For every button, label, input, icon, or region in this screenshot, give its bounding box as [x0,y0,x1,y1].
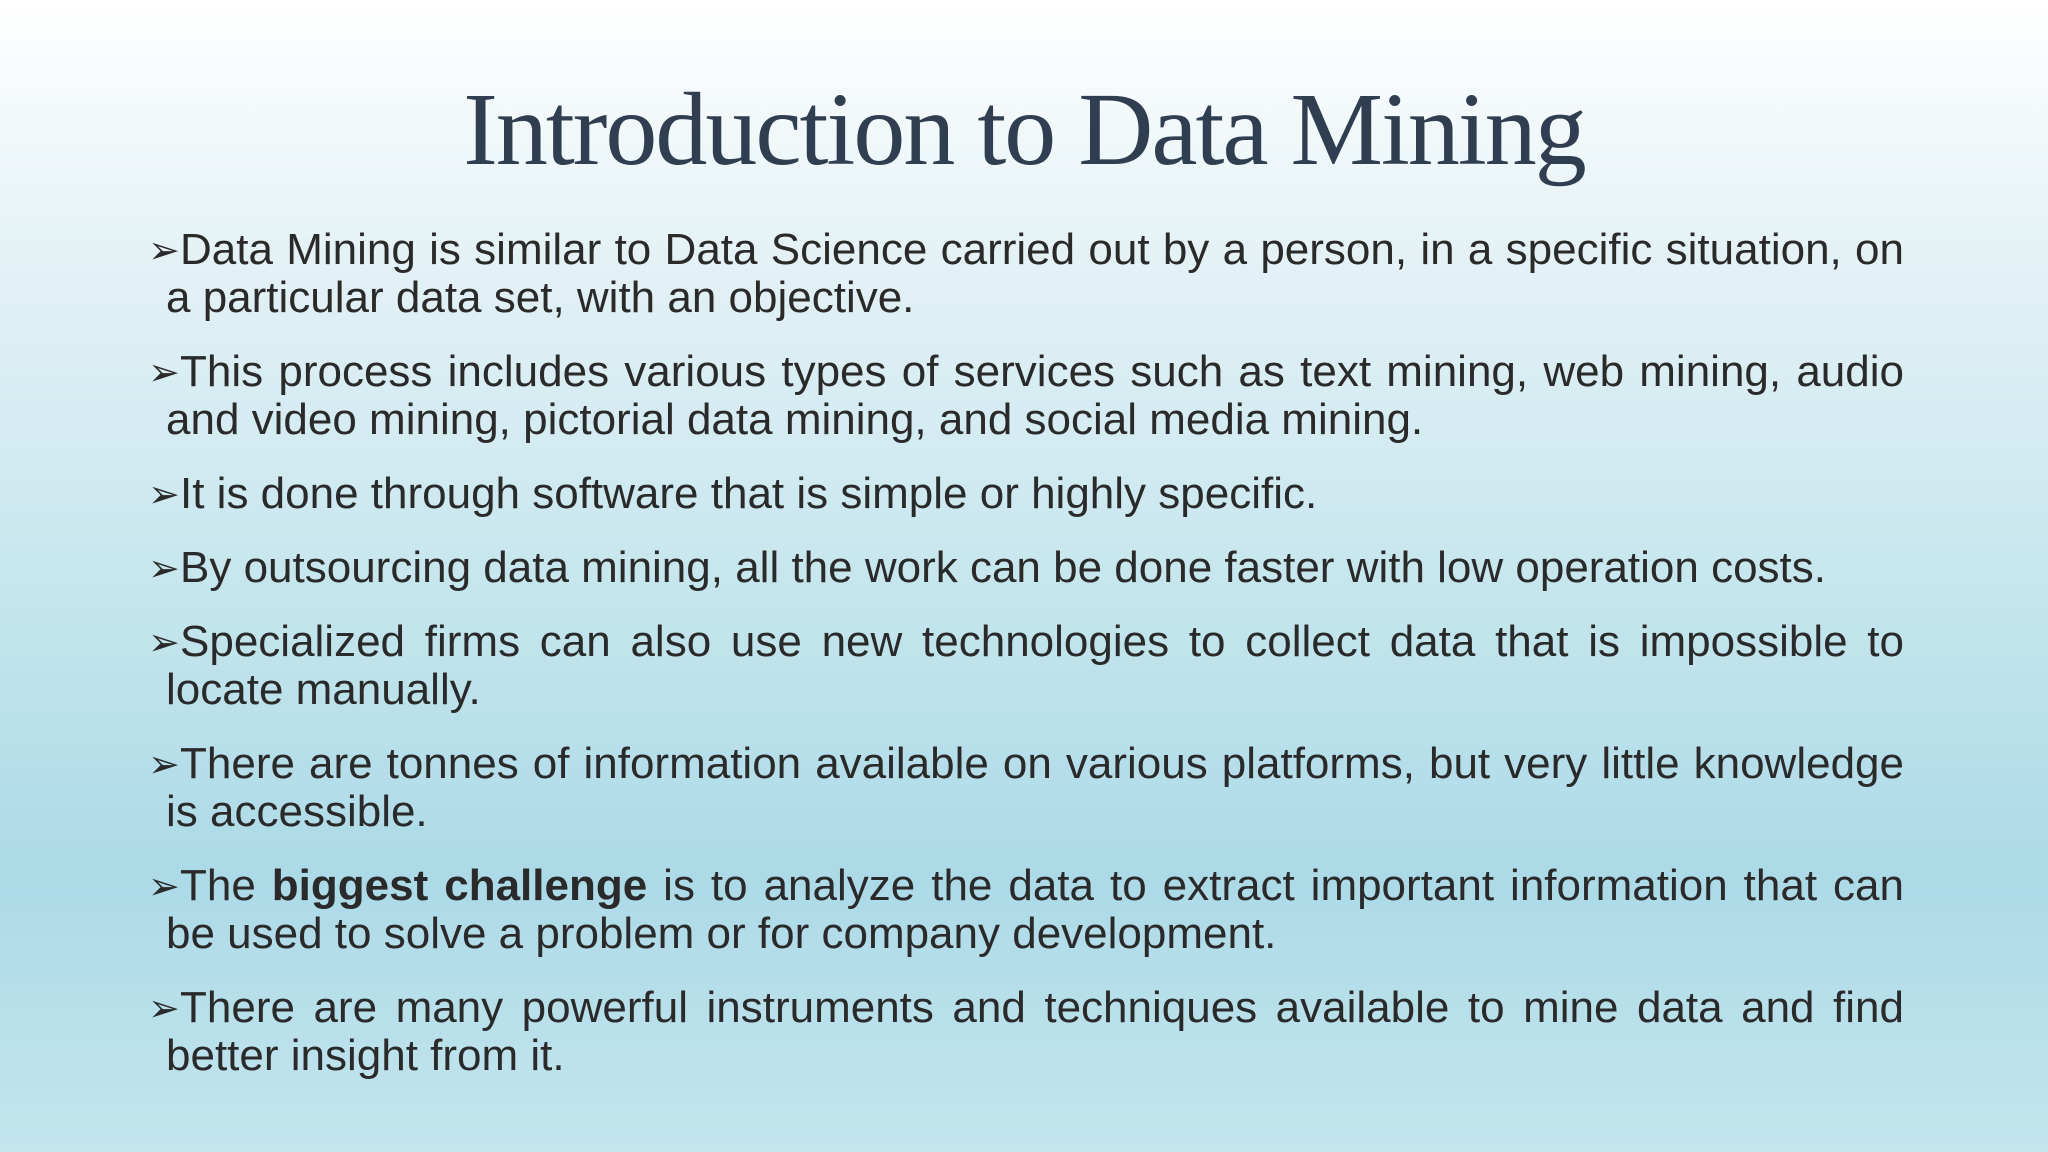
bullet-text: There are many powerful instruments and techniques available to mine data and find better insight from it. [166,983,1904,1080]
arrow-bullet-icon: ➢ [148,472,180,516]
arrow-bullet-icon: ➢ [148,228,180,272]
bullet-text-after: is to analyze the data to extract important information that can be used to solve a problem or for company development. [166,861,1904,958]
arrow-bullet-icon: ➢ [148,986,180,1030]
bullet-text-emphasis: biggest challenge [271,861,648,910]
bullet-item [150,618,1904,714]
bullet-item [150,226,1904,322]
bullet-text: By outsourcing data mining, all the work can be done faster with low operation costs. [180,543,1827,592]
bullet-item [150,470,1904,518]
bullet-text: There are tonnes of information available on various platforms, but very little knowledge is accessible. [166,739,1904,836]
arrow-bullet-icon: ➢ [148,350,180,394]
arrow-bullet-icon: ➢ [148,742,180,786]
arrow-bullet-icon: ➢ [148,864,180,908]
arrow-bullet-icon: ➢ [148,620,180,664]
arrow-bullet-icon: ➢ [148,546,180,590]
bullet-item [150,348,1904,444]
bullet-text-before: The [180,861,272,910]
bullet-text: Data Mining is similar to Data Science carried out by a person, in a specific situation, on a particular data set, with an objective. [166,225,1904,322]
bullet-item [150,544,1904,592]
bullet-list [150,226,1904,1106]
bullet-text: Specialized firms can also use new technologies to collect data that is impossible to locate manually. [166,617,1904,714]
bullet-text: It is done through software that is simple or highly specific. [180,469,1318,518]
bullet-item [150,984,1904,1080]
bullet-item [150,740,1904,836]
slide-title: Introduction to Data Mining [463,72,1585,187]
bullet-item [150,862,1904,958]
bullet-text: This process includes various types of services such as text mining, web mining, audio and video mining, pictorial data mining, and social media mining. [166,347,1904,444]
